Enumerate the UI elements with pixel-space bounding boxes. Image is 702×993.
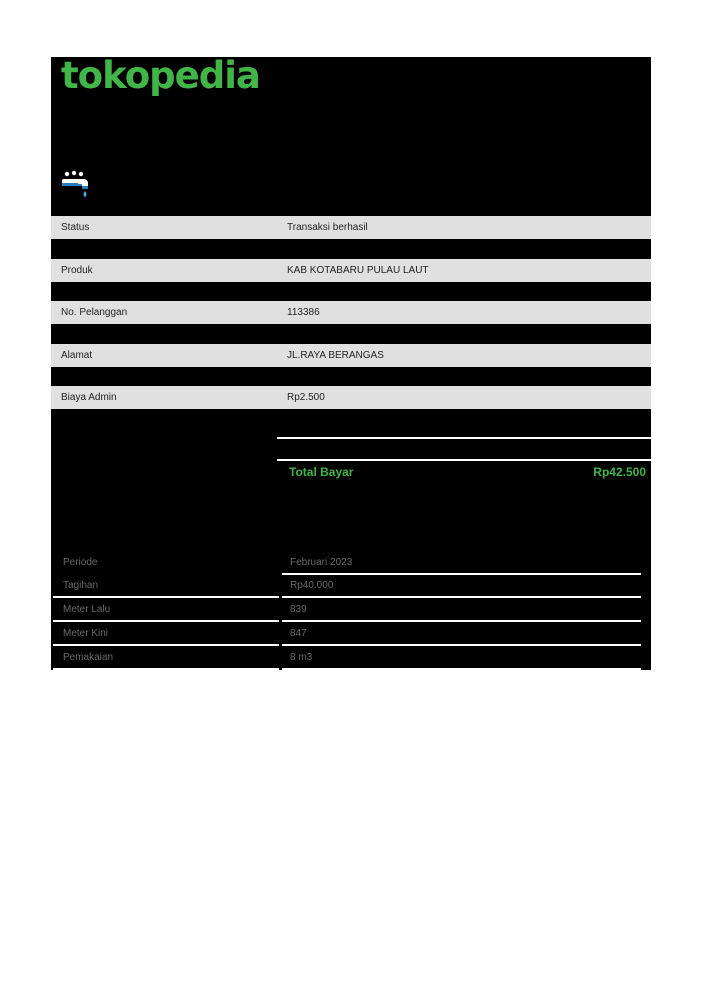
- tokopedia-logo: tokopedia: [61, 54, 260, 97]
- bill-value: Rp40.000: [290, 580, 334, 591]
- row-underline: [282, 596, 641, 598]
- row-underline: [53, 644, 279, 646]
- total-label: Total Bayar: [289, 465, 354, 479]
- prev-meter-label: Meter Lalu: [63, 604, 111, 615]
- divider: [277, 437, 651, 439]
- usage-value: 8 m3: [290, 652, 313, 663]
- prev-meter-value: 839: [290, 604, 307, 615]
- curr-meter-row: [53, 623, 641, 646]
- water-tap-icon: [60, 170, 90, 200]
- product-label: Produk: [61, 265, 93, 276]
- total-value: Rp42.500: [593, 465, 646, 479]
- address-row: [51, 344, 651, 367]
- admin-fee-row: [51, 386, 651, 409]
- admin-fee-label: Biaya Admin: [61, 392, 117, 403]
- bill-row: [53, 575, 641, 598]
- row-underline: [53, 596, 279, 598]
- curr-meter-label: Meter Kini: [63, 628, 109, 639]
- row-underline: [282, 644, 641, 646]
- row-underline: [53, 620, 279, 622]
- status-label: Status: [61, 222, 90, 233]
- period-row: [53, 552, 641, 575]
- address-value: JL.RAYA BERANGAS: [287, 350, 384, 361]
- usage-row: [53, 647, 641, 670]
- divider: [277, 459, 651, 461]
- admin-fee-value: Rp2.500: [287, 392, 325, 403]
- usage-label: Pemakaian: [63, 652, 114, 663]
- row-underline: [282, 668, 641, 670]
- product-row: [51, 259, 651, 282]
- customer-no-label: No. Pelanggan: [61, 307, 128, 318]
- curr-meter-value: 847: [290, 628, 307, 639]
- status-row: [51, 216, 651, 239]
- bill-label: Tagihan: [63, 580, 99, 591]
- product-value: KAB KOTABARU PULAU LAUT: [287, 265, 429, 276]
- period-label: Periode: [63, 557, 98, 568]
- status-value: Transaksi berhasil: [287, 222, 368, 233]
- receipt: [51, 54, 651, 670]
- prev-meter-row: [53, 599, 641, 622]
- period-value: Februari 2023: [290, 557, 353, 568]
- customer-no-row: [51, 301, 651, 324]
- address-label: Alamat: [61, 350, 93, 361]
- row-underline: [53, 668, 279, 670]
- row-underline: [282, 620, 641, 622]
- customer-no-value: 113386: [287, 307, 320, 318]
